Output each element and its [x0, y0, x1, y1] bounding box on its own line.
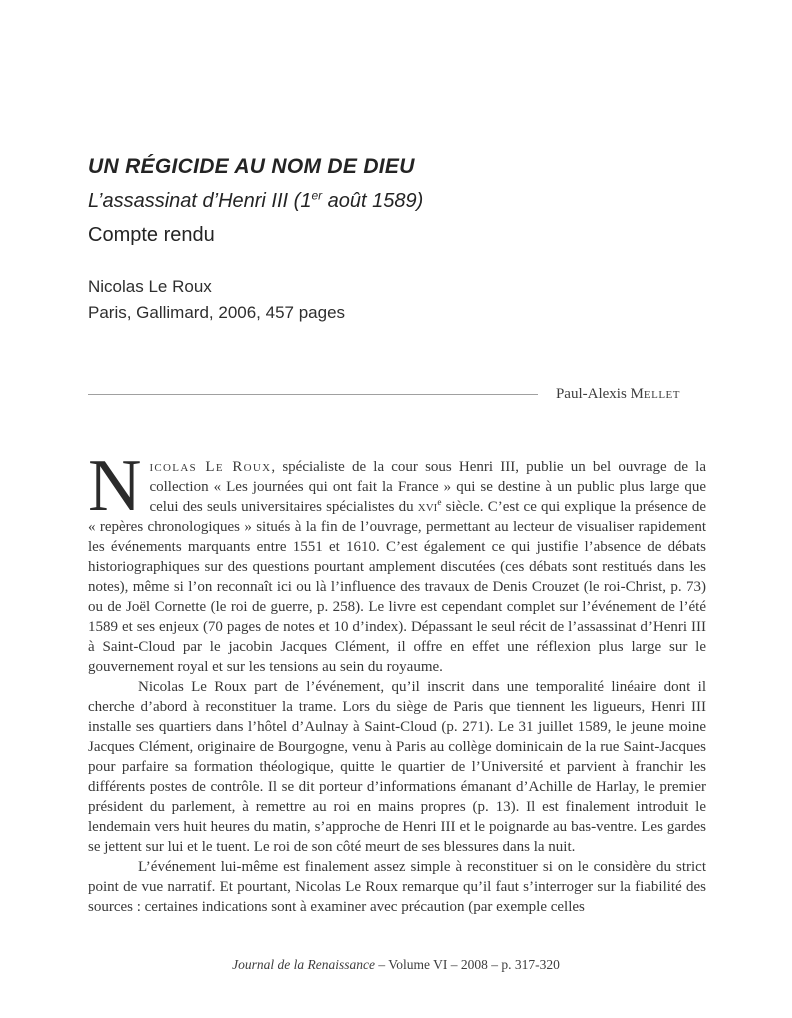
reviewer-name-smallcaps: ellet — [643, 385, 680, 402]
book-publication-info: Paris, Gallimard, 2006, 457 pages — [88, 303, 346, 322]
book-author: Nicolas Le Roux — [88, 277, 212, 296]
paragraph-2: Nicolas Le Roux part de l’événement, qu’il inscrit dans une temporalité linéaire dont il cherche d’abord à reconstituer la trame. Lors du siège de Paris que tiennent les ligueurs, Henri III installe ses quartiers dans l’hôtel d’Aulnay à Saint-Cloud (p. 271). Le 31 juillet 1589, le jeune moine Jacques Clément, originaire de Bourgogne, venu à Paris au collège dominicain de la rue Saint-Jacques pour parfaire sa formation théologique, quitte le quartier de l’Université et parvient à franchir les différents postes de contrôle. Il se dit porteur d’informations émanant d’Achille de Harlay, le premier président du parlement, à remettre au roi en mains propres (p. 13). Il est finalement introduit le lendemain vers huit heures du matin, s’approche de Henri III et le poignarde au bas-ventre. Les gardes se jettent sur lui et le tuent. Le roi de son côté meurt de ses blessures dans la nuit. — [88, 679, 706, 855]
reviewer-name — [556, 386, 680, 403]
subtitle-superscript: er — [311, 188, 323, 203]
journal-title: Journal de la Renaissance — [232, 957, 375, 972]
paragraph-1-text: , spécialiste de la cour sous Henri III, publie un bel ouvrage de la collection « Les journées qui ont fait la France » qui se destine à un public plus large que celui des seuls universitaires spécialistes du — [149, 459, 706, 515]
subtitle-text-end: août 1589) — [322, 190, 424, 212]
review-genre: Compte rendu — [88, 224, 215, 246]
page-footer — [0, 955, 792, 975]
book-title: UN RÉGICIDE AU NOM DE DIEU — [88, 155, 415, 178]
century-superscript: e — [437, 498, 442, 508]
author-block — [88, 274, 708, 326]
review-body — [88, 445, 706, 917]
century-smallcaps: xvi — [417, 499, 438, 515]
subtitle-text: L’assassinat d’Henri III (1 — [88, 190, 312, 212]
paragraph-3: L’événement lui-même est finalement assez simple à reconstituer si on le considère du strict point de vue narratif. Et pourtant, Nicolas Le Roux remarque qu’il faut s’interroger sur la fiabilité des sources : certaines indications sont à examiner avec précaution (par exemple celles — [88, 859, 706, 915]
smallcaps-author-intro: icolas Le Roux — [149, 459, 272, 475]
byline-row — [88, 384, 704, 404]
reviewer-name-main: Paul-Alexis M — [555, 385, 644, 402]
horizontal-rule — [88, 394, 538, 395]
dropcap-letter: N — [88, 445, 142, 527]
book-subtitle — [88, 189, 708, 213]
paragraph-1-text-end: siècle. C’est ce qui explique la présence de « repères chronologiques » situés à la fin de l’ouvrage, permettant au lecteur de visualiser rapidement les événements marquants entre 1551 et 1610. C’est également ce qui justifie l’absence de débats historiographiques sur des questions pourtant amplement discutées (ces débats sont restitués dans les notes), même si l’on reconnaît ici ou là l’influence des travaux de Denis Crouzet (le roi-Christ, p. 73) ou de Joël Cornette (le roi de guerre, p. 258). Le livre est cependant complet sur l’événement de l’été 1589 et ses enjeux (70 pages de notes et 10 d’index). Dépassant le seul récit de l’assassinat d’Henri III à Saint-Cloud par le jacobin Jacques Clément, il offre en effet une réflexion plus large sur le gouvernement royal et sur les tensions au sein du royaume. — [88, 499, 706, 675]
footer-citation: – Volume VI – 2008 – p. 317-320 — [374, 957, 560, 972]
paragraph-1 — [88, 445, 706, 677]
title-block — [88, 155, 708, 326]
